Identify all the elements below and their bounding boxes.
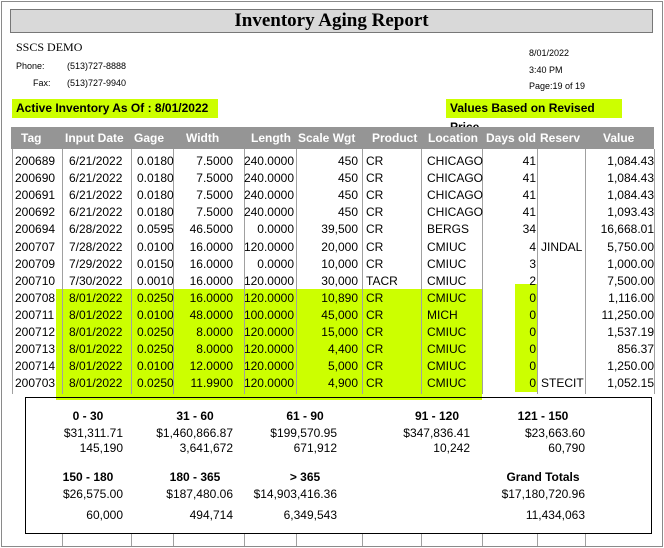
cell-location: CMIUC <box>427 256 467 271</box>
cell-length: 120.0000 <box>243 325 294 339</box>
cell-width: 16.0000 <box>189 290 233 305</box>
cell-location: CMIUC <box>427 376 467 391</box>
cell-gage: 0.0100 <box>137 359 174 374</box>
cell-input-date: 8/01/2022 <box>69 325 123 339</box>
cell-input-date: 8/01/2022 <box>69 290 123 305</box>
cell-value: 1,537.19 <box>607 325 654 339</box>
summary-value: $23,663.60 <box>524 426 585 440</box>
cell-product: CR <box>366 359 384 374</box>
summary-value: $31,311.71 <box>63 426 123 440</box>
grid-line <box>362 149 363 394</box>
cell-gage: 0.0180 <box>137 205 174 220</box>
cell-length: 240.0000 <box>243 205 294 220</box>
grid-line-bottom <box>421 534 422 546</box>
cell-days-old: 41 <box>522 205 536 220</box>
cell-tag: 200703 <box>15 376 56 391</box>
cell-days-old: 41 <box>522 171 536 186</box>
price-basis-banner: Values Based on Revised <box>446 99 622 118</box>
cell-scale-wgt: 45,000 <box>321 307 358 322</box>
summary-weight: 6,349,543 <box>283 508 337 522</box>
phone-label: Phone: <box>16 61 45 71</box>
summary-weight: 671,912 <box>293 441 337 455</box>
cell-gage: 0.0180 <box>137 154 174 168</box>
cell-location: CMIUC <box>427 325 467 339</box>
cell-value: 856.37 <box>617 342 654 357</box>
cell-length: 120.0000 <box>243 290 294 305</box>
column-header-reserv: Reserv <box>540 131 581 145</box>
cell-scale-wgt: 39,500 <box>321 222 358 237</box>
cell-length: 0.0000 <box>257 256 294 271</box>
cell-value: 1,084.43 <box>607 154 654 168</box>
cell-value: 11,250.00 <box>601 307 654 322</box>
cell-value: 1,093.43 <box>607 205 654 220</box>
column-header-tag: Tag <box>21 131 42 145</box>
cell-days-old: 0 <box>529 376 536 391</box>
cell-location: CMIUC <box>427 342 467 357</box>
cell-value: 1,250.00 <box>607 359 654 374</box>
cell-scale-wgt: 15,000 <box>321 325 358 339</box>
cell-tag: 200711 <box>15 307 55 322</box>
cell-tag: 200691 <box>15 188 56 203</box>
cell-gage: 0.0250 <box>137 342 174 357</box>
cell-length: 240.0000 <box>243 154 294 168</box>
cell-gage: 0.0250 <box>137 376 174 391</box>
cell-location: CHICAGO <box>427 205 484 220</box>
cell-gage: 0.0100 <box>137 307 174 322</box>
column-header-product: Product <box>372 131 418 145</box>
cell-days-old: 2 <box>529 273 536 288</box>
grid-line <box>654 149 655 394</box>
cell-value: 1,084.43 <box>607 171 654 186</box>
cell-value: 1,052.15 <box>607 376 654 391</box>
summary-weight: 494,714 <box>189 508 233 522</box>
grid-line <box>296 149 297 394</box>
cell-length: 120.0000 <box>243 273 294 288</box>
cell-input-date: 6/21/2022 <box>69 188 123 203</box>
cell-tag: 200690 <box>15 171 56 186</box>
cell-tag: 200712 <box>15 325 56 339</box>
cell-scale-wgt: 10,890 <box>321 290 358 305</box>
cell-width: 7.5000 <box>196 154 233 168</box>
summary-value: $1,460,866.87 <box>156 426 233 440</box>
cell-input-date: 6/21/2022 <box>69 154 123 168</box>
cell-width: 16.0000 <box>189 256 233 271</box>
cell-gage: 0.0180 <box>137 171 174 186</box>
grid-line-bottom <box>173 534 174 546</box>
cell-length: 120.0000 <box>243 239 294 254</box>
phone-number: (513)727-8888 <box>67 61 127 71</box>
cell-length: 0.0000 <box>257 222 294 237</box>
summary-label: 150 - 180 <box>62 470 114 484</box>
summary-value: $199,570.95 <box>270 426 337 440</box>
cell-input-date: 8/01/2022 <box>69 359 123 374</box>
grid-line-bottom <box>296 534 297 546</box>
cell-days-old: 0 <box>529 307 536 322</box>
cell-location: BERGS <box>427 222 470 237</box>
summary-value: $14,903,416.36 <box>253 487 337 501</box>
cell-product: CR <box>366 239 384 254</box>
cell-days-old: 0 <box>529 325 536 339</box>
grid-line <box>12 149 13 394</box>
cell-input-date: 6/28/2022 <box>69 222 123 237</box>
summary-label: > 365 <box>289 470 321 484</box>
cell-days-old: 41 <box>522 154 536 168</box>
summary-weight: 10,242 <box>433 441 470 455</box>
cell-location: CMIUC <box>427 290 467 305</box>
column-header-scale-wgt: Scale Wgt <box>298 131 356 145</box>
grid-line <box>585 149 586 394</box>
as-of-banner: Active Inventory As Of : 8/01/2022 <box>12 99 218 118</box>
column-header-input-date: Input Date <box>65 131 124 145</box>
cell-product: TACR <box>366 273 398 288</box>
grid-line-bottom <box>244 534 245 546</box>
cell-value: 1,116.00 <box>608 290 654 305</box>
cell-length: 120.0000 <box>243 359 294 374</box>
cell-input-date: 6/21/2022 <box>69 171 123 186</box>
cell-width: 8.0000 <box>196 325 233 339</box>
cell-width: 7.5000 <box>196 171 233 186</box>
cell-reserv: STECIT <box>541 376 584 391</box>
cell-product: CR <box>366 171 384 186</box>
cell-gage: 0.0150 <box>137 256 174 271</box>
cell-input-date: 7/28/2022 <box>69 239 123 254</box>
summary-label: 61 - 90 <box>286 409 324 423</box>
report-title: Inventory Aging Report <box>10 9 653 33</box>
cell-tag: 200714 <box>15 359 56 374</box>
company-name: SSCS DEMO <box>16 40 83 54</box>
grid-line-bottom <box>62 534 63 546</box>
cell-days-old: 3 <box>529 256 536 271</box>
cell-input-date: 8/01/2022 <box>69 342 123 357</box>
column-header-days-old: Days old <box>486 131 537 145</box>
summary-weight: 3,641,672 <box>179 441 233 455</box>
summary-value: $347,836.41 <box>403 426 470 440</box>
cell-value: 1,000.00 <box>607 256 654 271</box>
cell-product: CR <box>366 325 384 339</box>
fax-label: Fax: <box>33 78 51 88</box>
summary-label: 121 - 150 <box>517 409 569 423</box>
cell-input-date: 8/01/2022 <box>69 307 123 322</box>
cell-length: 120.0000 <box>243 376 294 391</box>
cell-product: CR <box>366 222 384 237</box>
cell-location: CHICAGO <box>427 154 484 168</box>
cell-days-old: 41 <box>522 188 536 203</box>
cell-scale-wgt: 450 <box>337 205 358 220</box>
cell-scale-wgt: 4,900 <box>327 376 358 391</box>
cell-scale-wgt: 450 <box>337 171 358 186</box>
cell-value: 7,500.00 <box>607 273 654 288</box>
cell-value: 1,084.43 <box>607 188 654 203</box>
cell-product: CR <box>366 256 384 271</box>
cell-scale-wgt: 450 <box>337 154 358 168</box>
cell-location: CMIUC <box>427 273 467 288</box>
column-header-length: Length <box>251 131 291 145</box>
cell-days-old: 0 <box>529 290 536 305</box>
report-time: 3:40 PM <box>529 65 563 75</box>
cell-days-old: 34 <box>522 222 536 237</box>
cell-scale-wgt: 450 <box>337 188 358 203</box>
cell-width: 16.0000 <box>189 239 233 254</box>
cell-scale-wgt: 30,000 <box>321 273 358 288</box>
column-header-value: Value <box>603 131 635 145</box>
summary-value: $26,575.00 <box>62 487 123 501</box>
cell-width: 7.5000 <box>196 188 233 203</box>
cell-location: CHICAGO <box>427 171 484 186</box>
cell-tag: 200692 <box>15 205 56 220</box>
summary-label: 31 - 60 <box>176 409 214 423</box>
cell-product: CR <box>366 205 384 220</box>
cell-product: CR <box>366 154 384 168</box>
summary-value: $187,480.06 <box>166 487 233 501</box>
cell-input-date: 8/01/2022 <box>69 376 123 391</box>
report-date: 8/01/2022 <box>529 48 570 58</box>
cell-length: 120.0000 <box>243 342 294 357</box>
page-number: Page:19 of 19 <box>529 81 586 91</box>
cell-width: 7.5000 <box>196 205 233 220</box>
grid-line-bottom <box>131 534 132 546</box>
cell-width: 8.0000 <box>196 342 233 357</box>
cell-width: 16.0000 <box>189 273 233 288</box>
summary-weight: 145,190 <box>79 441 123 455</box>
cell-tag: 200709 <box>15 256 56 271</box>
cell-value: 16,668.01 <box>600 222 654 237</box>
cell-product: CR <box>366 188 384 203</box>
cell-value: 5,750.00 <box>607 239 654 254</box>
cell-product: CR <box>366 290 384 305</box>
column-header-location: Location <box>428 131 478 145</box>
cell-location: CMIUC <box>427 239 467 254</box>
cell-tag: 200689 <box>15 154 56 168</box>
cell-input-date: 7/29/2022 <box>69 256 123 271</box>
cell-tag: 200710 <box>15 273 56 288</box>
cell-gage: 0.0010 <box>137 273 174 288</box>
cell-product: CR <box>366 342 384 357</box>
cell-gage: 0.0180 <box>137 188 174 203</box>
cell-gage: 0.0250 <box>137 290 174 305</box>
cell-tag: 200708 <box>15 290 56 305</box>
cell-width: 46.5000 <box>189 222 233 237</box>
cell-days-old: 0 <box>529 359 536 374</box>
cell-input-date: 7/30/2022 <box>69 273 123 288</box>
fax-number: (513)727-9940 <box>67 78 127 88</box>
column-header-width: Width <box>186 131 220 145</box>
cell-tag: 200694 <box>15 222 56 237</box>
grid-line-bottom <box>362 534 363 546</box>
cell-scale-wgt: 20,000 <box>321 239 358 254</box>
cell-location: CHICAGO <box>427 188 484 203</box>
grid-line <box>421 149 422 394</box>
cell-scale-wgt: 10,000 <box>321 256 358 271</box>
grid-line-bottom <box>537 534 538 546</box>
cell-days-old: 0 <box>529 342 536 357</box>
summary-weight: 60,790 <box>548 441 585 455</box>
grid-line <box>62 149 63 394</box>
cell-length: 240.0000 <box>243 188 294 203</box>
cell-length: 100.0000 <box>243 307 294 322</box>
cell-gage: 0.0595 <box>137 222 174 237</box>
summary-label: Grand Totals <box>506 470 580 484</box>
summary-label: 180 - 365 <box>169 470 221 484</box>
summary-weight: 60,000 <box>86 508 123 522</box>
cell-product: CR <box>366 307 384 322</box>
cell-location: CMIUC <box>427 359 467 374</box>
cell-tag: 200707 <box>15 239 56 254</box>
cell-product: CR <box>366 376 384 391</box>
grid-line <box>537 149 538 394</box>
cell-scale-wgt: 4,400 <box>327 342 358 357</box>
cell-length: 240.0000 <box>243 171 294 186</box>
summary-label: 91 - 120 <box>414 409 460 423</box>
cell-days-old: 4 <box>529 239 536 254</box>
cell-reserv: JINDAL <box>541 239 583 254</box>
cell-gage: 0.0100 <box>137 239 174 254</box>
cell-width: 11.9900 <box>190 376 233 391</box>
column-header-gage: Gage <box>134 131 165 145</box>
cell-scale-wgt: 5,000 <box>327 359 358 374</box>
summary-value: $17,180,720.96 <box>501 487 585 501</box>
cell-input-date: 6/21/2022 <box>69 205 123 220</box>
cell-width: 12.0000 <box>189 359 233 374</box>
grid-line-bottom <box>585 534 586 546</box>
summary-weight: 11,434,063 <box>525 508 585 522</box>
cell-gage: 0.0250 <box>137 325 174 339</box>
cell-tag: 200713 <box>15 342 56 357</box>
grid-line <box>131 149 132 394</box>
summary-label: 0 - 30 <box>72 409 104 423</box>
grid-line-bottom <box>482 534 483 546</box>
cell-location: MICH <box>427 307 458 322</box>
cell-width: 48.0000 <box>189 307 233 322</box>
